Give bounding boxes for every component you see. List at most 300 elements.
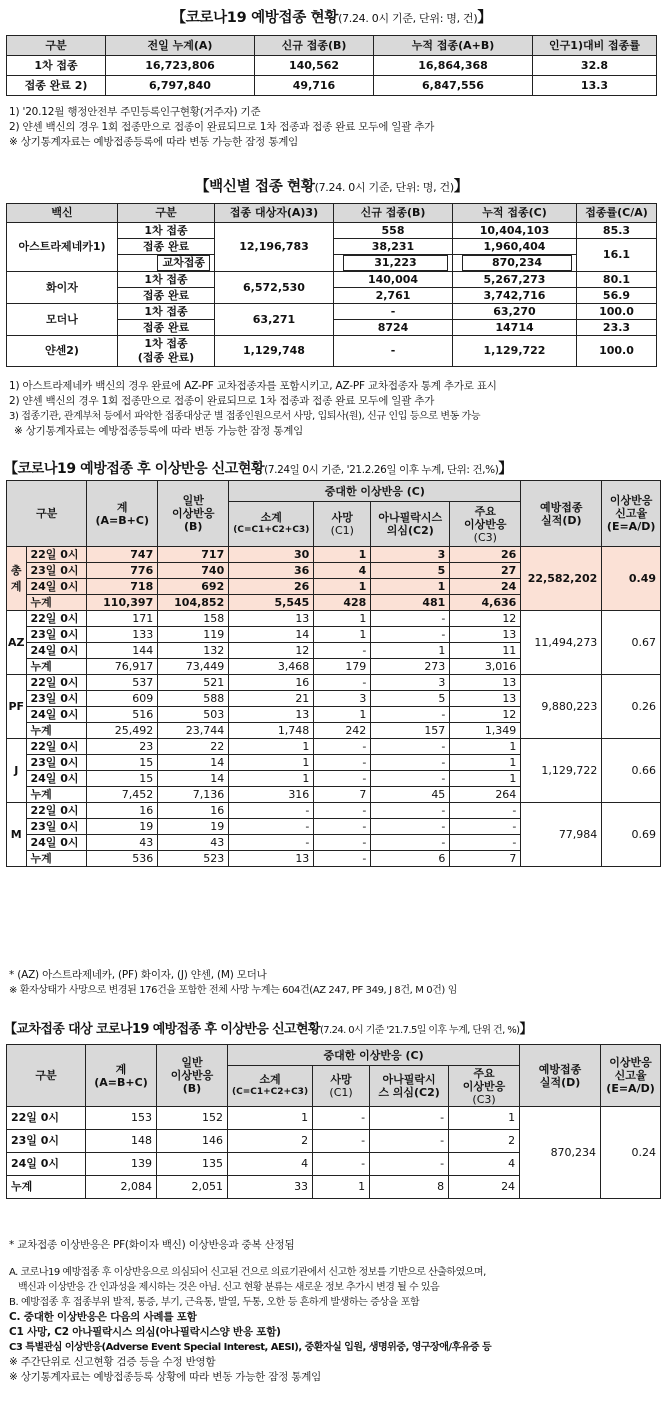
cell: 2,761 bbox=[334, 288, 453, 304]
cell: - bbox=[314, 835, 371, 851]
row-label: 23일 0시 bbox=[26, 819, 87, 835]
cell: - bbox=[371, 611, 450, 627]
cell: - bbox=[334, 304, 453, 320]
vaccine-status-table bbox=[6, 203, 657, 367]
cell: 3 bbox=[371, 675, 450, 691]
cell: 1 bbox=[449, 1107, 520, 1130]
section-1-title: 【코로나19 예방접종 현황(7.24. 0시 기준, 단위: 명, 건)】 bbox=[171, 10, 492, 26]
cell: 558 bbox=[334, 223, 453, 239]
col-header: 예방접종 실적(D) bbox=[521, 481, 602, 547]
section-1-notes bbox=[4, 105, 659, 150]
cell: 26 bbox=[229, 579, 314, 595]
report-rate: 0.66 bbox=[602, 739, 661, 803]
vaccine-name: 화이자 bbox=[7, 272, 118, 304]
cell bbox=[453, 255, 577, 272]
cell: 316 bbox=[229, 787, 314, 803]
table-row bbox=[7, 1107, 661, 1130]
cell: 26 bbox=[450, 547, 521, 563]
group-name: J bbox=[7, 739, 27, 803]
cell: 24 bbox=[449, 1176, 520, 1199]
cell: - bbox=[371, 739, 450, 755]
cell: - bbox=[371, 803, 450, 819]
cell: 100.0 bbox=[577, 304, 657, 320]
cell: 7 bbox=[450, 851, 521, 867]
cell: 13 bbox=[229, 611, 314, 627]
col-header: 주요 이상반응 (C3) bbox=[449, 1066, 520, 1107]
row-label: 24일 0시 bbox=[7, 1153, 86, 1176]
cell: - bbox=[314, 643, 371, 659]
cell: 16.1 bbox=[577, 239, 657, 272]
adverse-event-table bbox=[6, 480, 661, 867]
cell: 12 bbox=[229, 643, 314, 659]
report-rate: 0.67 bbox=[602, 611, 661, 675]
group-name: M bbox=[7, 803, 27, 867]
vaccine-name: 모더나 bbox=[7, 304, 118, 336]
report-rate: 0.24 bbox=[601, 1107, 661, 1199]
table-row bbox=[7, 56, 657, 76]
cell: - bbox=[450, 819, 521, 835]
cell: 27 bbox=[450, 563, 521, 579]
cell: 6,847,556 bbox=[374, 76, 533, 96]
section-2-notes bbox=[4, 379, 661, 439]
cell: 4,636 bbox=[450, 595, 521, 611]
cell: 1,129,748 bbox=[215, 336, 334, 367]
footnote-a: A. 코로나19 예방접종 후 이상반응으로 의심되어 신고된 건으로 의료기관에서 신고한 정보를 기반으로 산출하였으며, bbox=[9, 1267, 486, 1278]
cell: - bbox=[371, 835, 450, 851]
vaccine-name: 아스트라제네카1) bbox=[7, 223, 118, 272]
cell: 23,744 bbox=[158, 723, 229, 739]
cell: - bbox=[314, 771, 371, 787]
cell: 1 bbox=[314, 579, 371, 595]
cell: 85.3 bbox=[577, 223, 657, 239]
cell: - bbox=[314, 803, 371, 819]
col-header: 구분 bbox=[7, 481, 87, 547]
cell: - bbox=[314, 755, 371, 771]
cell: 14 bbox=[158, 755, 229, 771]
footnotes bbox=[4, 1265, 661, 1385]
row-label: 22일 0시 bbox=[26, 547, 87, 563]
col-header: 사망 (C1) bbox=[313, 1066, 370, 1107]
cell: 1 bbox=[371, 643, 450, 659]
cell: 19 bbox=[158, 819, 229, 835]
cell bbox=[118, 255, 215, 272]
col-header: 신규 접종(B) bbox=[334, 204, 453, 223]
js-gubun-1: 1차 접종 bbox=[144, 337, 188, 350]
cell: 43 bbox=[158, 835, 229, 851]
cell: 609 bbox=[87, 691, 158, 707]
cell: 13 bbox=[450, 691, 521, 707]
cell: 13 bbox=[450, 675, 521, 691]
note: 2) 얀센 백신의 경우 1회 접종만으로 접종이 완료되므로 1차 접종과 접종 완료 모두에 일괄 추가 bbox=[9, 121, 435, 133]
cell: 140,004 bbox=[334, 272, 453, 288]
cell: 135 bbox=[157, 1153, 228, 1176]
cell: 1 bbox=[450, 739, 521, 755]
col-header: 접종률(C/A) bbox=[577, 204, 657, 223]
col-header: 계 (A=B+C) bbox=[87, 481, 158, 547]
footnote-c3: C3 특별관심 이상반응(Adverse Event Special Interest, AESI), 중환자실 입원, 생명위중, 영구장애/후유증 등 bbox=[9, 1342, 492, 1353]
row-label: 24일 0시 bbox=[26, 643, 87, 659]
cell: 2 bbox=[449, 1130, 520, 1153]
cell: - bbox=[370, 1130, 449, 1153]
col-header: 누적 접종(C) bbox=[453, 204, 577, 223]
footnote-b: B. 예방접종 후 접종부위 발적, 통증, 부기, 근육통, 발열, 두통, 오한 등 흔하게 발생하는 증상을 포함 bbox=[9, 1297, 420, 1308]
cell: 1차 접종 bbox=[118, 272, 215, 288]
cell: 1 bbox=[229, 739, 314, 755]
cell: 588 bbox=[158, 691, 229, 707]
cell: 717 bbox=[158, 547, 229, 563]
cell: 3 bbox=[314, 691, 371, 707]
cell: 3,742,716 bbox=[453, 288, 577, 304]
report-rate: 0.69 bbox=[602, 803, 661, 867]
cell: 1 bbox=[229, 771, 314, 787]
cell: 1차 접종 bbox=[118, 223, 215, 239]
table-row bbox=[7, 739, 661, 755]
col-header: 구분 bbox=[7, 36, 106, 56]
vaccination-count: 1,129,722 bbox=[521, 739, 602, 803]
vaccination-status-table bbox=[6, 35, 657, 96]
cell: - bbox=[314, 675, 371, 691]
cell: 5 bbox=[371, 563, 450, 579]
cell: 접종 완료 bbox=[118, 320, 215, 336]
cell: 1차 접종 bbox=[118, 304, 215, 320]
cell: 4 bbox=[314, 563, 371, 579]
cell: 152 bbox=[157, 1107, 228, 1130]
note: 3) 접종기관, 관계부처 등에서 파악한 접종대상군 별 접종인원으로서 사망, 입퇴사(원), 신규 인입 등으로 변동 가능 bbox=[9, 411, 481, 422]
row-label: 23일 0시 bbox=[26, 627, 87, 643]
note: * (AZ) 아스트라제네카, (PF) 화이자, (J) 얀센, (M) 모더나 bbox=[9, 969, 267, 981]
cell: 23 bbox=[87, 739, 158, 755]
report-rate: 0.26 bbox=[602, 675, 661, 739]
cell: 19 bbox=[87, 819, 158, 835]
cell: 7,136 bbox=[158, 787, 229, 803]
col-header: 주요 이상반응 (C3) bbox=[450, 502, 521, 547]
table-row bbox=[7, 611, 661, 627]
cell: 13 bbox=[229, 851, 314, 867]
cell: - bbox=[229, 819, 314, 835]
cell: - bbox=[371, 819, 450, 835]
cell: 1 bbox=[371, 579, 450, 595]
cell: 80.1 bbox=[577, 272, 657, 288]
report-rate: 0.49 bbox=[602, 547, 661, 611]
cell: 104,852 bbox=[158, 595, 229, 611]
col-header: 인구1)대비 접종률 bbox=[533, 36, 657, 56]
cell: 100.0 bbox=[577, 336, 657, 367]
cell: 5,267,273 bbox=[453, 272, 577, 288]
cell: 1,129,722 bbox=[453, 336, 577, 367]
cell: 503 bbox=[158, 707, 229, 723]
vaccination-count: 77,984 bbox=[521, 803, 602, 867]
cell: 6,572,530 bbox=[215, 272, 334, 304]
row-label: 누계 bbox=[26, 787, 87, 803]
cell: 12 bbox=[450, 707, 521, 723]
cell: 63,271 bbox=[215, 304, 334, 336]
cell: - bbox=[450, 835, 521, 851]
cell: - bbox=[229, 803, 314, 819]
cell: 740 bbox=[158, 563, 229, 579]
col-header: 신규 접종(B) bbox=[255, 36, 374, 56]
cell: 1,960,404 bbox=[453, 239, 577, 255]
cell: 6,797,840 bbox=[106, 76, 255, 96]
cell: 264 bbox=[450, 787, 521, 803]
cell: 45 bbox=[371, 787, 450, 803]
cell: 158 bbox=[158, 611, 229, 627]
cross-vacc-total: 870,234 bbox=[462, 255, 572, 271]
cell bbox=[334, 255, 453, 272]
cell: 1 bbox=[450, 755, 521, 771]
cell: 15 bbox=[87, 755, 158, 771]
cell: 537 bbox=[87, 675, 158, 691]
cell: 747 bbox=[87, 547, 158, 563]
row-label: 24일 0시 bbox=[26, 835, 87, 851]
row-label: 23일 0시 bbox=[26, 755, 87, 771]
col-header: 접종 대상자(A)3) bbox=[215, 204, 334, 223]
cell: 148 bbox=[86, 1130, 157, 1153]
col-header: 백신 bbox=[7, 204, 118, 223]
cell: 140,562 bbox=[255, 56, 374, 76]
cell: 110,397 bbox=[87, 595, 158, 611]
cell: 692 bbox=[158, 579, 229, 595]
cell: 16,723,806 bbox=[106, 56, 255, 76]
footnote-a-cont: 백신과 이상반응 간 인과성을 제시하는 것은 아님. 신고 현황 분류는 새로운 정보 추가시 변경 될 수 있음 bbox=[18, 1282, 440, 1293]
cell: 1 bbox=[229, 755, 314, 771]
cell: 1,748 bbox=[229, 723, 314, 739]
vaccine-name: 얀센2) bbox=[7, 336, 118, 367]
cell: 3 bbox=[371, 547, 450, 563]
cell: 1 bbox=[450, 771, 521, 787]
cell: 38,231 bbox=[334, 239, 453, 255]
cell: 16 bbox=[229, 675, 314, 691]
cell: 242 bbox=[314, 723, 371, 739]
group-name: PF bbox=[7, 675, 27, 739]
cell: 접종 완료 bbox=[118, 288, 215, 304]
vaccination-count: 11,494,273 bbox=[521, 611, 602, 675]
cell: 7,452 bbox=[87, 787, 158, 803]
vaccination-count: 9,880,223 bbox=[521, 675, 602, 739]
cell: 접종 완료 bbox=[118, 239, 215, 255]
cell: 5,545 bbox=[229, 595, 314, 611]
cell: - bbox=[371, 627, 450, 643]
cell: 139 bbox=[86, 1153, 157, 1176]
cell: - bbox=[314, 819, 371, 835]
cell: 76,917 bbox=[87, 659, 158, 675]
cell: 14 bbox=[158, 771, 229, 787]
footnote-weekly: ※ 주간단위로 신고현황 검증 등을 수정 반영함 bbox=[9, 1356, 216, 1368]
row-label: 누계 bbox=[26, 723, 87, 739]
vaccination-count: 870,234 bbox=[520, 1107, 601, 1199]
cross-vacc-label: 교차접종 bbox=[157, 255, 210, 271]
cell: 157 bbox=[371, 723, 450, 739]
row-label: 24일 0시 bbox=[26, 707, 87, 723]
cell: 24 bbox=[450, 579, 521, 595]
cell: - bbox=[450, 803, 521, 819]
cell: 11 bbox=[450, 643, 521, 659]
vaccination-count: 22,582,202 bbox=[521, 547, 602, 611]
cell: - bbox=[314, 739, 371, 755]
row-label: 누계 bbox=[26, 659, 87, 675]
col-header: 이상반응 신고율 (E=A/D) bbox=[602, 481, 661, 547]
table-row bbox=[7, 547, 661, 563]
cell: 16,864,368 bbox=[374, 56, 533, 76]
cell: 179 bbox=[314, 659, 371, 675]
cell: 481 bbox=[371, 595, 450, 611]
row-label: 22일 0시 bbox=[26, 611, 87, 627]
cell: - bbox=[229, 835, 314, 851]
cell: - bbox=[334, 336, 453, 367]
cell: 14 bbox=[229, 627, 314, 643]
col-header: 일반 이상반응 (B) bbox=[157, 1045, 228, 1107]
col-header: 중대한 이상반응 (C) bbox=[228, 1045, 520, 1066]
section-4-notes bbox=[4, 1238, 661, 1253]
row-label: 22일 0시 bbox=[7, 1107, 86, 1130]
col-header: 아나필락시 스 의심(C2) bbox=[370, 1066, 449, 1107]
cell: 523 bbox=[158, 851, 229, 867]
col-header: 전일 누계(A) bbox=[106, 36, 255, 56]
table-row bbox=[7, 76, 657, 96]
note: 1) 아스트라제네카 백신의 경우 완료에 AZ-PF 교차접종자를 포함시키고, AZ-PF 교차접종자 통계 추가로 표시 bbox=[9, 380, 497, 392]
cell: 273 bbox=[371, 659, 450, 675]
cell: 146 bbox=[157, 1130, 228, 1153]
cell: 1 bbox=[314, 611, 371, 627]
cell: - bbox=[370, 1107, 449, 1130]
cell: - bbox=[314, 851, 371, 867]
cell: 3,016 bbox=[450, 659, 521, 675]
row-label: 22일 0시 bbox=[26, 675, 87, 691]
cell: 7 bbox=[314, 787, 371, 803]
note: ※ 상기통계자료는 예방접종등록에 따라 변동 가능한 잠정 통계임 bbox=[9, 136, 299, 148]
cell: 4 bbox=[228, 1153, 313, 1176]
cell: 12,196,783 bbox=[215, 223, 334, 272]
cell: 22 bbox=[158, 739, 229, 755]
col-header: 이상반응 신고율 (E=A/D) bbox=[601, 1045, 661, 1107]
cell: - bbox=[370, 1153, 449, 1176]
cell: 1 bbox=[314, 707, 371, 723]
col-header: 구분 bbox=[7, 1045, 86, 1107]
footnote-provisional: ※ 상기통계자료는 예방접종등록 상황에 따라 변동 가능한 잠정 통계임 bbox=[9, 1371, 322, 1383]
cell: 73,449 bbox=[158, 659, 229, 675]
cell: 16 bbox=[158, 803, 229, 819]
cell: 8 bbox=[370, 1176, 449, 1199]
cell: 171 bbox=[87, 611, 158, 627]
cell: 30 bbox=[229, 547, 314, 563]
cell: 4 bbox=[449, 1153, 520, 1176]
cell: 119 bbox=[158, 627, 229, 643]
cell: - bbox=[371, 755, 450, 771]
cell: 21 bbox=[229, 691, 314, 707]
cell: 13 bbox=[229, 707, 314, 723]
cell: 33 bbox=[228, 1176, 313, 1199]
note: * 교차접종 이상반응은 PF(화이자 백신) 이상반응과 중복 산정됨 bbox=[9, 1239, 295, 1251]
cell bbox=[118, 336, 215, 367]
cell: 63,270 bbox=[453, 304, 577, 320]
row-label: 23일 0시 bbox=[26, 691, 87, 707]
cell: 516 bbox=[87, 707, 158, 723]
cell: - bbox=[371, 771, 450, 787]
table-row bbox=[7, 803, 661, 819]
note: ※ 상기통계자료는 예방접종등록에 따라 변동 가능한 잠정 통계임 bbox=[14, 425, 304, 437]
footnote-c: C. 중대한 이상반응은 다음의 사례를 포함 bbox=[9, 1311, 197, 1323]
note: 1) '20.12월 행정안전부 주민등록인구현황(거주자) 기준 bbox=[9, 106, 261, 118]
cell: 2,084 bbox=[86, 1176, 157, 1199]
table-row bbox=[7, 675, 661, 691]
cell: 132 bbox=[158, 643, 229, 659]
section-3-title: 【코로나19 예방접종 후 이상반응 신고현황(7.24일 0시 기준, '21.2.26일 이후 누계, 단위: 건,%)】 bbox=[4, 461, 513, 477]
cell: 10,404,103 bbox=[453, 223, 577, 239]
col-header: 계 (A=B+C) bbox=[86, 1045, 157, 1107]
col-header: 일반 이상반응 (B) bbox=[158, 481, 229, 547]
row-label: 22일 0시 bbox=[26, 803, 87, 819]
cell: 718 bbox=[87, 579, 158, 595]
group-name: AZ bbox=[7, 611, 27, 675]
note: ※ 환자상태가 사망으로 변경된 176건을 포함한 전체 사망 누계는 604건(AZ 247, PF 349, J 8건, M 0건) 임 bbox=[9, 985, 457, 996]
cell: 1 bbox=[313, 1176, 370, 1199]
cell: 14714 bbox=[453, 320, 577, 336]
row-label: 22일 0시 bbox=[26, 739, 87, 755]
cell: 428 bbox=[314, 595, 371, 611]
cell: 23.3 bbox=[577, 320, 657, 336]
cell: 49,716 bbox=[255, 76, 374, 96]
cell: - bbox=[313, 1130, 370, 1153]
section-4-title: 【교차접종 대상 코로나19 예방접종 후 이상반응 신고현황(7.24. 0시 기준 '21.7.5일 이후 누계, 단위 건, %)】 bbox=[4, 1022, 532, 1037]
cell: 536 bbox=[87, 851, 158, 867]
col-header: 예방접종 실적(D) bbox=[520, 1045, 601, 1107]
cell: 5 bbox=[371, 691, 450, 707]
cell: 접종 완료 2) bbox=[7, 76, 106, 96]
cell: 56.9 bbox=[577, 288, 657, 304]
col-header: 아나필락시스 의심(C2) bbox=[371, 502, 450, 547]
cell: 25,492 bbox=[87, 723, 158, 739]
cell: 2,051 bbox=[157, 1176, 228, 1199]
cell: 1 bbox=[228, 1107, 313, 1130]
row-label: 23일 0시 bbox=[7, 1130, 86, 1153]
row-label: 23일 0시 bbox=[26, 563, 87, 579]
cell: 13 bbox=[450, 627, 521, 643]
col-header: 구분 bbox=[118, 204, 215, 223]
cell: 1차 접종 bbox=[7, 56, 106, 76]
row-label: 누계 bbox=[7, 1176, 86, 1199]
row-label: 24일 0시 bbox=[26, 771, 87, 787]
cell: 32.8 bbox=[533, 56, 657, 76]
cell: 133 bbox=[87, 627, 158, 643]
section-2-title: 【백신별 접종 현황(7.24. 0시 기준, 단위: 명, 건)】 bbox=[194, 179, 469, 195]
col-header: 소계 (C=C1+C2+C3) bbox=[229, 502, 314, 547]
cell: 153 bbox=[86, 1107, 157, 1130]
col-header: 소계 (C=C1+C2+C3) bbox=[228, 1066, 313, 1107]
cell: 2 bbox=[228, 1130, 313, 1153]
row-label: 누계 bbox=[26, 851, 87, 867]
cross-vaccination-adverse-table bbox=[6, 1044, 661, 1199]
cell: 144 bbox=[87, 643, 158, 659]
group-name: 총계 bbox=[7, 547, 27, 611]
cell: 521 bbox=[158, 675, 229, 691]
row-label: 누계 bbox=[26, 595, 87, 611]
cell: - bbox=[371, 707, 450, 723]
col-header: 사망 (C1) bbox=[314, 502, 371, 547]
cell: 6 bbox=[371, 851, 450, 867]
cell: 1,349 bbox=[450, 723, 521, 739]
col-header: 누적 접종(A+B) bbox=[374, 36, 533, 56]
note: 2) 얀센 백신의 경우 1회 접종만으로 접종이 완료되므로 1차 접종과 접종 완료 모두에 일괄 추가 bbox=[9, 395, 435, 407]
cell: 12 bbox=[450, 611, 521, 627]
cell: 1 bbox=[314, 547, 371, 563]
cell: 776 bbox=[87, 563, 158, 579]
cell: 8724 bbox=[334, 320, 453, 336]
cell: 36 bbox=[229, 563, 314, 579]
cell: 1 bbox=[314, 627, 371, 643]
js-gubun-2: (접종 완료) bbox=[137, 351, 195, 364]
cell: 43 bbox=[87, 835, 158, 851]
cell: 16 bbox=[87, 803, 158, 819]
cross-vacc-new: 31,223 bbox=[343, 255, 448, 271]
